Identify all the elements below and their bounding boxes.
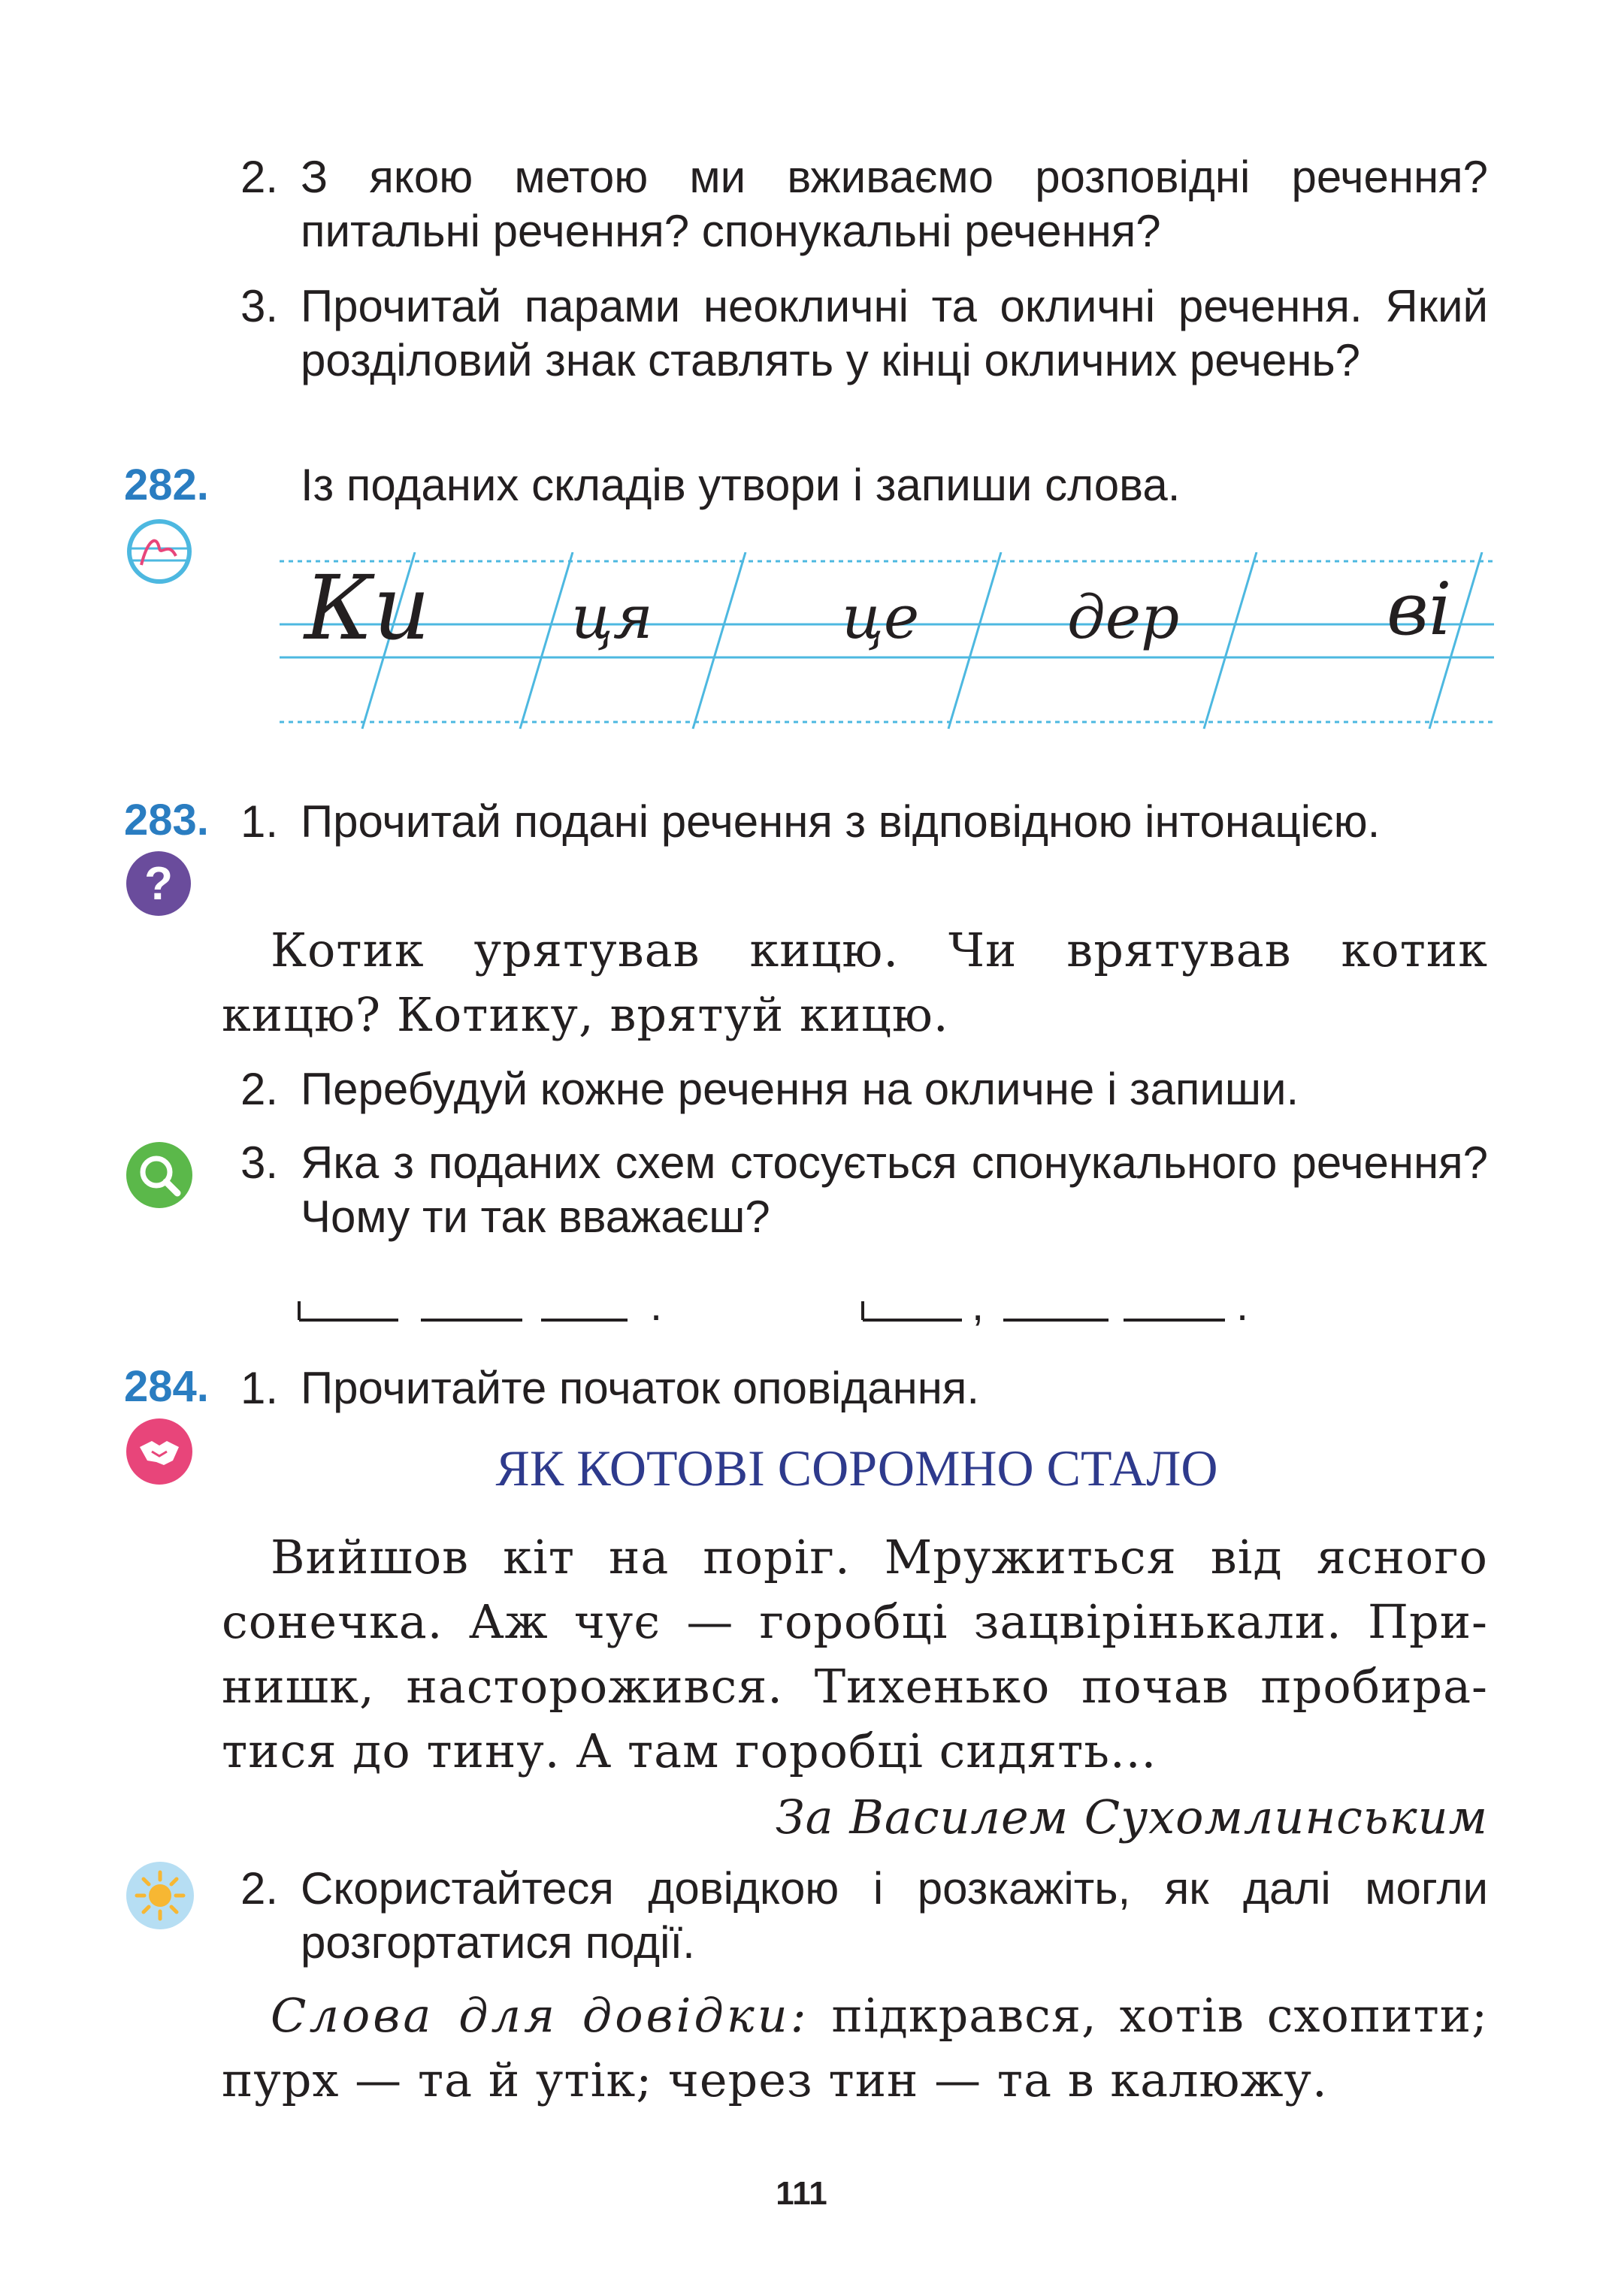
item-number: 2. <box>240 1863 279 1914</box>
sentences-line-1: Котик урятував кицю. Чи врятував котик <box>271 923 1488 977</box>
item-number: 3. <box>240 1137 279 1188</box>
help-line-1 <box>271 1983 1488 2048</box>
item-text: Яка з поданих схем стосується спонукального речення? Чому ти так вважаєш? <box>301 1137 1488 1242</box>
exercise-number-282: 282. <box>124 461 209 509</box>
sentences-line-2: кицю? Котику, врятуй кицю. <box>222 987 949 1042</box>
intro-item-2 <box>240 150 1488 258</box>
item-text: Прочитай парами неокличні та окличні речення. Який розділовий знак ставлять у кінці окличних речень? <box>301 281 1488 385</box>
exercise-283-item-2 <box>240 1062 1488 1116</box>
item-number: 2. <box>240 152 279 202</box>
story-line-4: тися до тину. А там горобці сидять... <box>222 1724 1157 1778</box>
sun-icon <box>126 1862 194 1929</box>
syllable-4: дер <box>1067 582 1180 652</box>
item-text: Прочитайте початок оповідання. <box>301 1363 980 1413</box>
item-number: 1. <box>240 1363 279 1413</box>
item-text: З якою метою ми вживаємо розповідні речення? питальні речення? спонукальні речення? <box>301 152 1488 256</box>
sentence-scheme-2 <box>860 1281 1266 1339</box>
syllable-3: це <box>842 582 920 652</box>
story-line-1: Вийшов кіт на поріг. Мружиться від ясного <box>271 1530 1488 1585</box>
story-author: За Василем Сухомлинським <box>776 1790 1488 1844</box>
scheme-1-period: . <box>650 1281 663 1330</box>
syllable-2: ця <box>571 582 653 652</box>
story-line-3: нишк, насторожився. Тихенько почав пробира- <box>222 1659 1488 1714</box>
svg-text:?: ? <box>144 858 173 910</box>
question-icon <box>126 851 191 916</box>
exercise-283-item-3 <box>240 1136 1488 1244</box>
page-number: 111 <box>776 2175 827 2212</box>
exercise-number-283: 283. <box>124 796 209 844</box>
item-number: 1. <box>240 796 279 847</box>
item-text: Скористайтеся довідкою і розкажіть, як далі могли розгортатися події. <box>301 1863 1488 1968</box>
item-number: 2. <box>240 1064 279 1114</box>
item-number: 3. <box>240 281 279 331</box>
syllable-1: Ки <box>304 556 431 660</box>
story-line-2: сонечка. Аж чує — горобці зацвірінькали. При- <box>222 1594 1488 1649</box>
story-title: ЯК КОТОВІ СОРОМНО СТАЛО <box>495 1440 1218 1497</box>
intro-item-3 <box>240 279 1488 388</box>
writing-icon <box>126 518 192 585</box>
syllable-5: ві <box>1387 567 1452 651</box>
exercise-282-instruction: Із поданих складів утвори і запиши слова. <box>301 460 1181 510</box>
exercise-284-item-2 <box>240 1862 1488 1970</box>
exercise-283-item-1 <box>240 795 1488 849</box>
scheme-2-comma: , <box>972 1281 984 1330</box>
exercise-284-item-1 <box>240 1361 1488 1415</box>
exercise-number-284: 284. <box>124 1362 209 1411</box>
help-words-1: підкрався, хотів схопити; <box>809 1988 1488 2043</box>
handshake-icon <box>126 1418 192 1485</box>
scheme-2-period: . <box>1236 1281 1249 1330</box>
help-label: Слова для довідки: <box>271 1988 809 2043</box>
magnifier-icon <box>126 1142 192 1208</box>
item-text: Перебудуй кожне речення на окличне і запиши. <box>301 1064 1299 1114</box>
sentence-scheme-1 <box>297 1281 688 1339</box>
help-line-2: пурх — та й утік; через тин — та в калюжу. <box>222 2053 1328 2107</box>
item-text: Прочитай подані речення з відповідною інтонацією. <box>301 796 1381 847</box>
